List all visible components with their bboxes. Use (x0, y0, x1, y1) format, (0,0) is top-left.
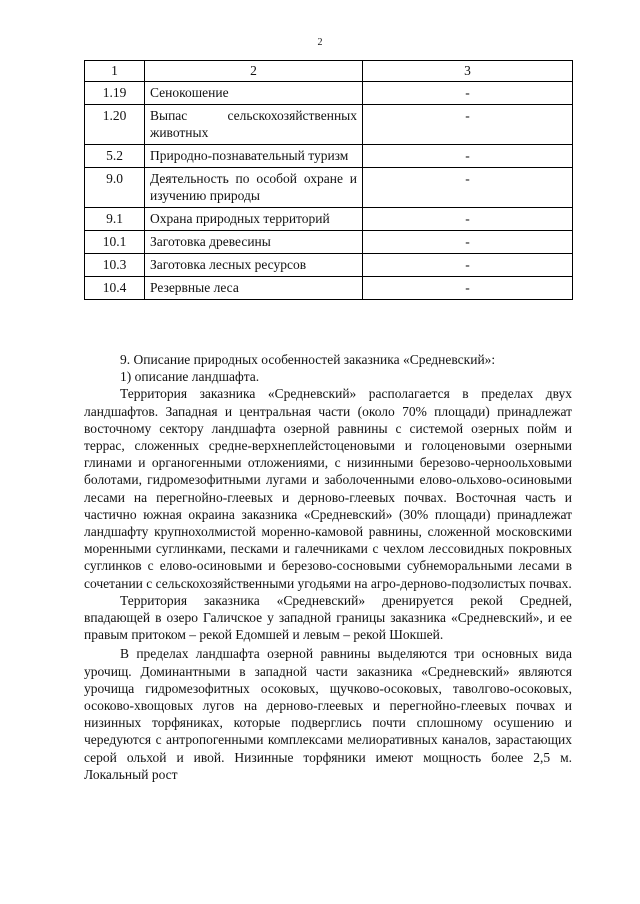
column-header: 2 (145, 61, 363, 82)
activity-name: Заготовка лесных ресурсов (145, 254, 363, 277)
activity-name: Заготовка древесины (145, 231, 363, 254)
table-row (85, 254, 573, 277)
activity-code: 10.1 (85, 231, 145, 254)
subheading: 1) описание ландшафта. (120, 369, 260, 385)
table-header-row (85, 61, 573, 82)
activity-mark: - (363, 168, 573, 208)
activity-name: Охрана природных территорий (145, 208, 363, 231)
table-row (85, 277, 573, 300)
column-header: 3 (363, 61, 573, 82)
body-text (84, 351, 572, 783)
activity-mark: - (363, 277, 573, 300)
activity-code: 9.0 (85, 168, 145, 208)
activity-code: 5.2 (85, 145, 145, 168)
activity-mark: - (363, 145, 573, 168)
activity-code: 9.1 (85, 208, 145, 231)
page-number: 2 (317, 37, 323, 48)
table-row (85, 82, 573, 105)
activity-code: 10.3 (85, 254, 145, 277)
table-row (85, 208, 573, 231)
activity-code: 10.4 (85, 277, 145, 300)
activity-code: 1.20 (85, 105, 145, 145)
activity-name: Сенокошение (145, 82, 363, 105)
paragraph: В пределах ландшафта озерной равнины выделяются три основных вида урочищ. Доминантными в западной части заказника «Средневский» являются урочища гидромезофитных осоковых, щучково-осоковых, таволгово-осоковых, осоково-хвощовых лугов на дерново-глеевых и перегнойно-глеевых почвах и низинных торфяниках, которые подверглись почти сплошному осушению и чередуются с антропогенными комплексами мелиоративных каналов, зарастающих серой ольхой и ивой. Низинные торфяники имеют мощность более 2,5 м. Локальный рост (84, 646, 572, 782)
table-row (85, 231, 573, 254)
activity-mark: - (363, 208, 573, 231)
activity-name: Резервные леса (145, 277, 363, 300)
activity-mark: - (363, 82, 573, 105)
activity-mark: - (363, 231, 573, 254)
column-header: 1 (85, 61, 145, 82)
land-use-table (84, 60, 573, 300)
activity-mark: - (363, 105, 573, 145)
activity-mark: - (363, 254, 573, 277)
section-heading: 9. Описание природных особенностей заказника «Средневский»: (120, 352, 496, 367)
table-row (85, 168, 573, 208)
activity-name: Выпас сельскохозяйственных животных (145, 105, 363, 145)
table-row (85, 145, 573, 168)
activity-name: Природно-познавательный туризм (145, 145, 363, 168)
activity-code: 1.19 (85, 82, 145, 105)
table-row (85, 105, 573, 145)
paragraph: Территория заказника «Средневский» дренируется рекой Средней, впадающей в озеро Галичское у западной границы заказника «Средневский», и ее правым притоком – рекой Едомшей и левым – рекой Шокшей. (84, 592, 572, 643)
activity-name: Деятельность по особой охране и изучению природы (145, 168, 363, 208)
paragraph: Территория заказника «Средневский» располагается в пределах двух ландшафтов. Западная и центральная части (около 70% площади) принадлежат восточному сектору ландшафта озерной равнины с системой озерных пойм и террас, сложенных средне-верхнеплейстоценовыми и голоценовыми озерными глинами и органогенными отложениями, с низинными березово-черноольховыми болотами, гидромезофитными лугами и заболоченными елово-ольхово-осиновыми лесами на перегнойно-глеевых и дерново-глеевых почвах. Восточная часть и частично южная окраина заказника «Средневский» (30% площади) принадлежат ландшафту крупнохолмистой моренно-камовой равнины, сложенной московскими моренными суглинками, песками и галечниками с чехлом лессовидных покровных суглинков с елово-осиновыми и березово-сосновыми субнеморальными лесами в сочетании с сельскохозяйственными угодьями на агро-дерново-подзолистых почвах. (84, 386, 572, 591)
